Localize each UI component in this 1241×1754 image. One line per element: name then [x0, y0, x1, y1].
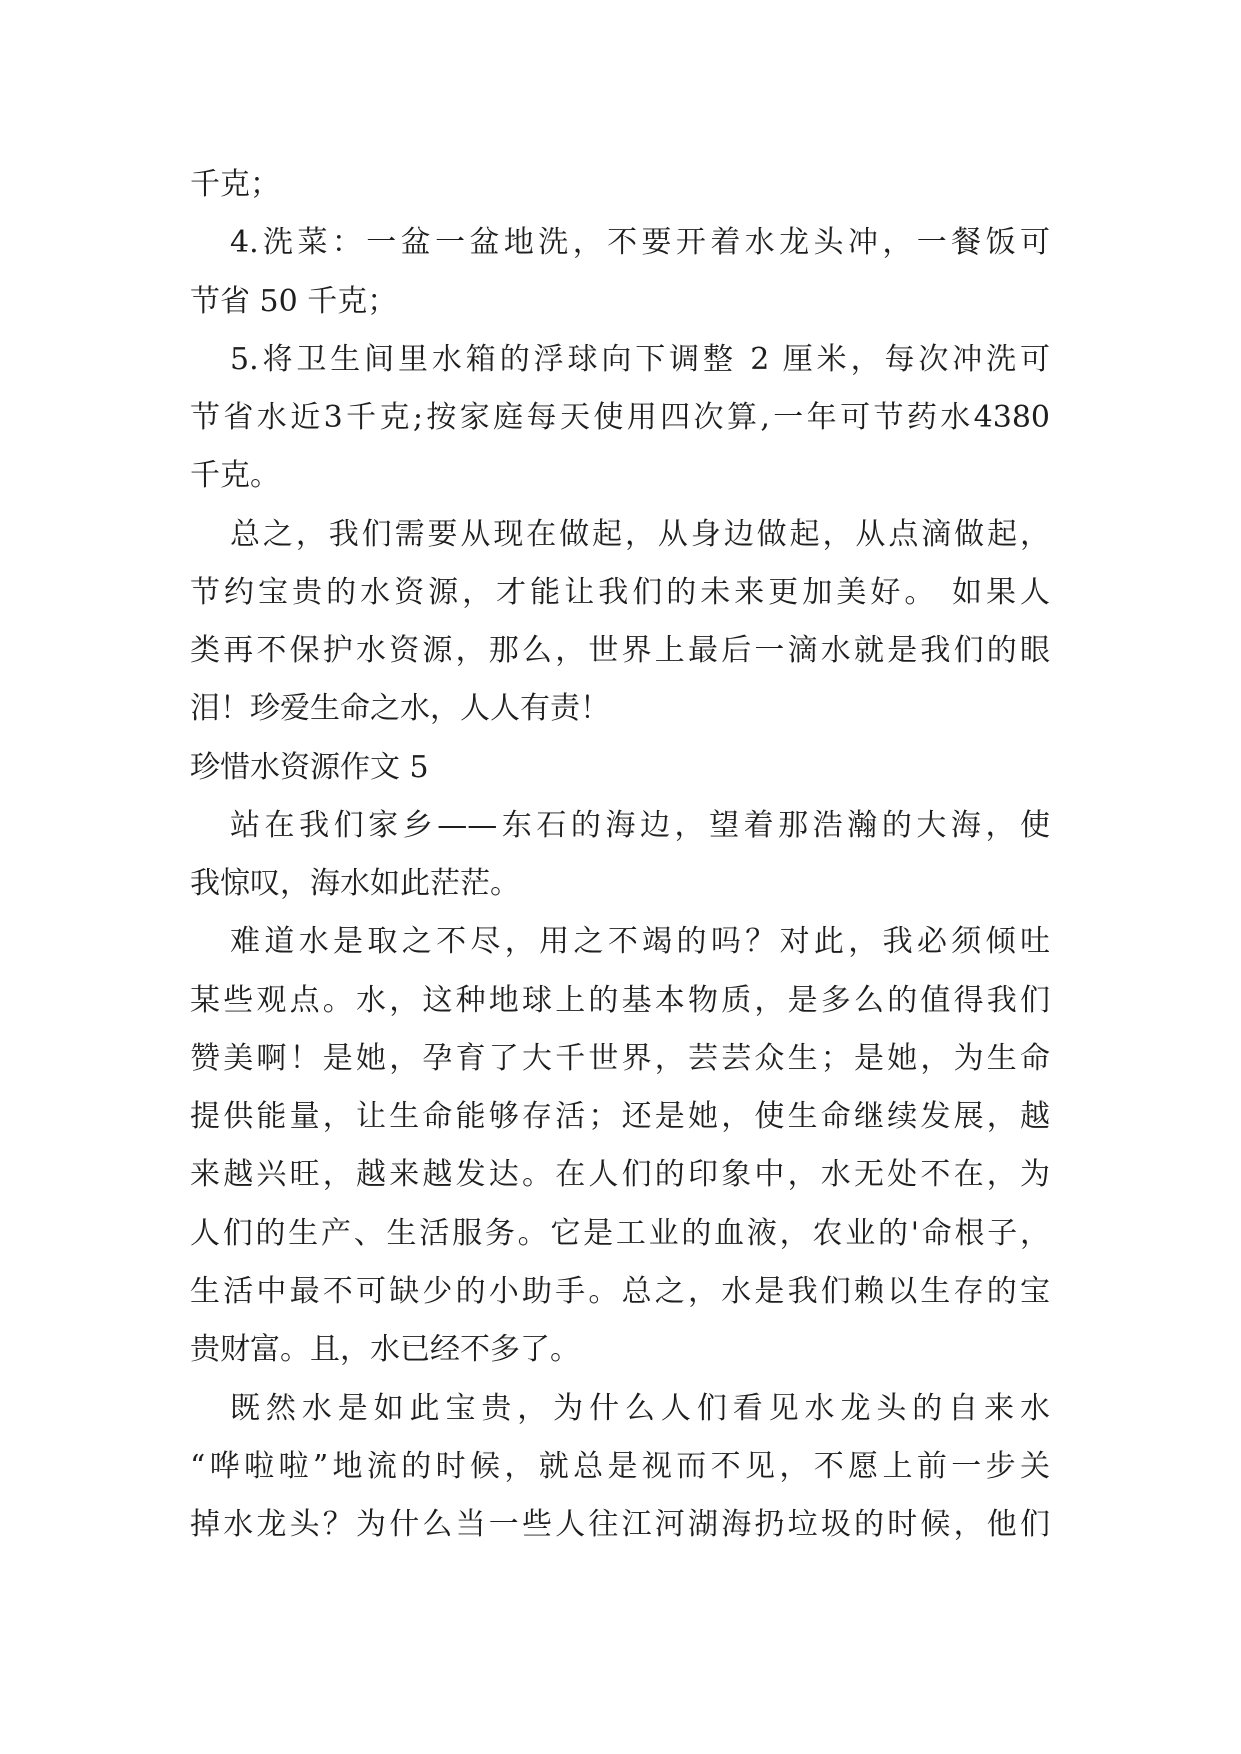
text-line: 总之，我们需要从现在做起，从身边做起，从点滴做起， — [230, 516, 1050, 552]
text-line: 来越兴旺，越来越发达。在人们的印象中，水无处不在，为 — [190, 1157, 1050, 1193]
text-line: 某些观点。水，这种地球上的基本物质，是多么的值得我们 — [190, 982, 1050, 1018]
text-line: 既然水是如此宝贵，为什么人们看见水龙头的自来水 — [230, 1390, 1050, 1426]
text-line: 提供能量，让生命能够存活；还是她，使生命继续发展，越 — [190, 1099, 1050, 1135]
text-line: 节省 50 千克； — [190, 283, 398, 319]
text-line: 千克； — [190, 167, 280, 202]
text-line: 站在我们家乡——东石的海边，望着那浩瀚的大海，使 — [230, 807, 1050, 843]
text-line: 节约宝贵的水资源，才能让我们的未来更加美好。 如果人 — [190, 574, 1050, 610]
text-line: 生活中最不可缺少的小助手。总之，水是我们赖以生存的宝 — [190, 1273, 1050, 1309]
text-line: 4.洗菜：一盆一盆地洗，不要开着水龙头冲，一餐饭可 — [230, 225, 1050, 261]
text-line: 掉水龙头？为什么当一些人往江河湖海扔垃圾的时候，他们 — [190, 1507, 1050, 1542]
text-line: “哗啦啦”地流的时候，就总是视而不见，不愿上前一步关 — [190, 1448, 1050, 1484]
section-heading: 珍惜水资源作文 5 — [190, 749, 429, 785]
text-line: 难道水是取之不尽，用之不竭的吗？对此，我必须倾吐 — [230, 924, 1050, 960]
text-line: 5.将卫生间里水箱的浮球向下调整 2 厘米，每次冲洗可 — [230, 341, 1050, 377]
text-line: 泪！珍爱生命之水，人人有责！ — [190, 691, 610, 727]
text-line: 贵财富。且，水已经不多了。 — [190, 1332, 580, 1368]
text-line: 我惊叹，海水如此茫茫。 — [190, 866, 520, 902]
text-line: 赞美啊！是她，孕育了大千世界，芸芸众生；是她，为生命 — [190, 1040, 1050, 1076]
text-line: 千克。 — [190, 458, 280, 494]
text-line: 节省水近3千克;按家庭每天使用四次算,一年可节药水4380 — [190, 400, 1050, 435]
text-line: 类再不保护水资源，那么，世界上最后一滴水就是我们的眼 — [190, 633, 1050, 669]
text-line: 人们的生产、生活服务。它是工业的血液，农业的'命根子， — [190, 1215, 1050, 1251]
